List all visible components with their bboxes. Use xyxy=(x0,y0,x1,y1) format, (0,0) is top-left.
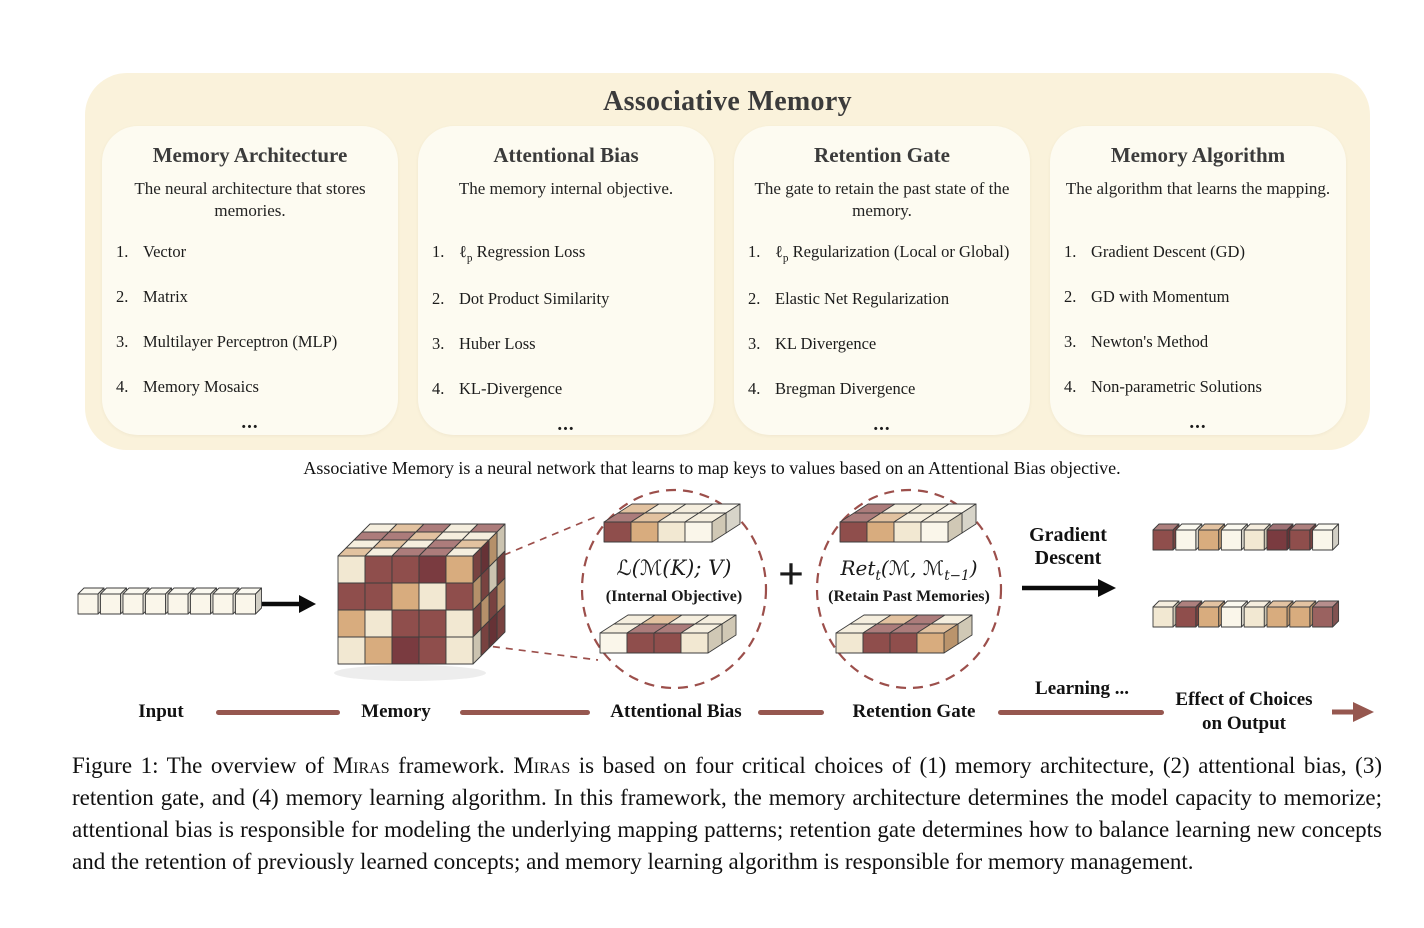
gradient-descent-line-1: Gradient xyxy=(1029,524,1107,546)
timeline-line-2 xyxy=(460,710,590,715)
retention-gate-bottom-slab xyxy=(836,615,972,653)
plus-sign: + xyxy=(777,548,805,599)
concept-cards xyxy=(102,126,1346,435)
retain-past-memories-note: (Retain Past Memories) xyxy=(828,588,990,605)
card-retention-gate xyxy=(734,126,1030,435)
card-description: The gate to retain the past state of the memory. xyxy=(754,179,1010,221)
ellipsis: ... xyxy=(241,412,259,433)
timeline-memory-label: Memory xyxy=(361,701,431,722)
memory-shadow xyxy=(334,665,486,681)
card-heading: Retention Gate xyxy=(814,143,950,167)
card-list xyxy=(1050,242,1346,397)
output-row-2-cubes xyxy=(1153,601,1339,627)
ellipsis: ... xyxy=(1189,412,1207,433)
output-arrow xyxy=(1332,702,1374,722)
figure-caption: Figure 1: The overview of Miras framework. Miras is based on four critical choices of (1) memory architecture, (2) attentional bias, (3) retention gate, and (4) memory learning algorithm. In this framework, the memory architecture determines the model capacity to memorize; attentional bias is responsible for modeling the underlying mapping patterns; retention gate determines how to balance learning new concepts and the retention of previously learned concepts; and memory learning algorithm is responsible for memory management. xyxy=(72,753,1382,874)
timeline-attentional-bias-label: Attentional Bias xyxy=(610,701,742,722)
attentional-bias-formula: ℒ(ℳ(K); V) xyxy=(616,556,732,580)
input-to-memory-arrow xyxy=(262,595,316,613)
retention-gate-top-slab xyxy=(840,504,976,542)
list-item: 1. Vector xyxy=(116,242,187,261)
ellipsis: ... xyxy=(873,414,891,436)
card-attentional-bias xyxy=(418,126,714,435)
list-item: 2. GD with Momentum xyxy=(1064,287,1230,306)
panel-subtitle: Associative Memory is a neural network that learns to map keys to values based on an Attentional Bias objective. xyxy=(303,458,1121,478)
card-list xyxy=(734,242,1030,399)
list-item: 2. Elastic Net Regularization xyxy=(748,289,950,309)
panel-title: Associative Memory xyxy=(603,86,852,117)
card-heading: Attentional Bias xyxy=(493,143,639,167)
list-item: 4. Memory Mosaics xyxy=(116,377,259,396)
card-description: The algorithm that learns the mapping. xyxy=(1065,179,1331,198)
list-item: 2. Dot Product Similarity xyxy=(432,289,610,309)
list-item: 3. Newton's Method xyxy=(1064,332,1209,351)
output-row-1-cubes xyxy=(1153,524,1339,550)
timeline-effect-label xyxy=(1168,688,1320,736)
list-item: 4. Bregman Divergence xyxy=(748,379,916,399)
list-item: 3. KL Divergence xyxy=(748,334,877,354)
projection-line-bottom xyxy=(480,645,598,660)
card-list xyxy=(102,242,398,397)
retention-gate-formula: Ret$_t$(ℳ, ℳ$_{t-1}$) xyxy=(840,556,978,584)
card-description: The neural architecture that stores memories. xyxy=(134,179,366,221)
list-item: 3. Huber Loss xyxy=(432,334,536,354)
timeline-retention-gate-label: Retention Gate xyxy=(852,701,976,722)
timeline-line-4 xyxy=(998,710,1164,715)
attentional-bias-bottom-slab xyxy=(600,615,736,653)
list-item: 1. ℓ$_p$ Regularization (Local or Global) xyxy=(748,242,1010,265)
associative-memory-panel xyxy=(85,73,1370,450)
card-heading: Memory Architecture xyxy=(152,143,348,167)
list-item: 2. Matrix xyxy=(116,287,188,306)
card-memory-algorithm xyxy=(1050,126,1346,435)
attentional-bias-top-slab xyxy=(604,504,740,542)
timeline-learning-label: Learning ... xyxy=(1035,678,1129,699)
list-item: 1. ℓ$_p$ Regression Loss xyxy=(432,242,586,265)
gradient-descent-label xyxy=(1006,524,1130,570)
gradient-descent-line-2: Descent xyxy=(1034,547,1102,569)
effect-label-line-1: Effect of Choices xyxy=(1175,689,1313,710)
list-item: 1. Gradient Descent (GD) xyxy=(1064,242,1245,261)
gradient-descent-arrow xyxy=(1022,579,1116,597)
list-item: 4. KL-Divergence xyxy=(432,379,563,399)
card-list xyxy=(418,242,714,399)
card-heading: Memory Algorithm xyxy=(1110,143,1286,167)
timeline-line-1 xyxy=(216,710,340,715)
timeline-line-3 xyxy=(758,710,824,715)
internal-objective-note: (Internal Objective) xyxy=(605,588,743,605)
card-memory-architecture xyxy=(102,126,398,435)
ellipsis: ... xyxy=(557,414,575,436)
effect-label-line-2: on Output xyxy=(1202,713,1286,734)
card-description: The memory internal objective. xyxy=(458,179,674,198)
list-item: 3. Multilayer Perceptron (MLP) xyxy=(116,332,338,351)
timeline-input-label: Input xyxy=(138,701,184,722)
list-item: 4. Non-parametric Solutions xyxy=(1064,377,1262,396)
input-vector-cubes xyxy=(78,588,262,614)
memory-block-cubes xyxy=(338,524,505,664)
